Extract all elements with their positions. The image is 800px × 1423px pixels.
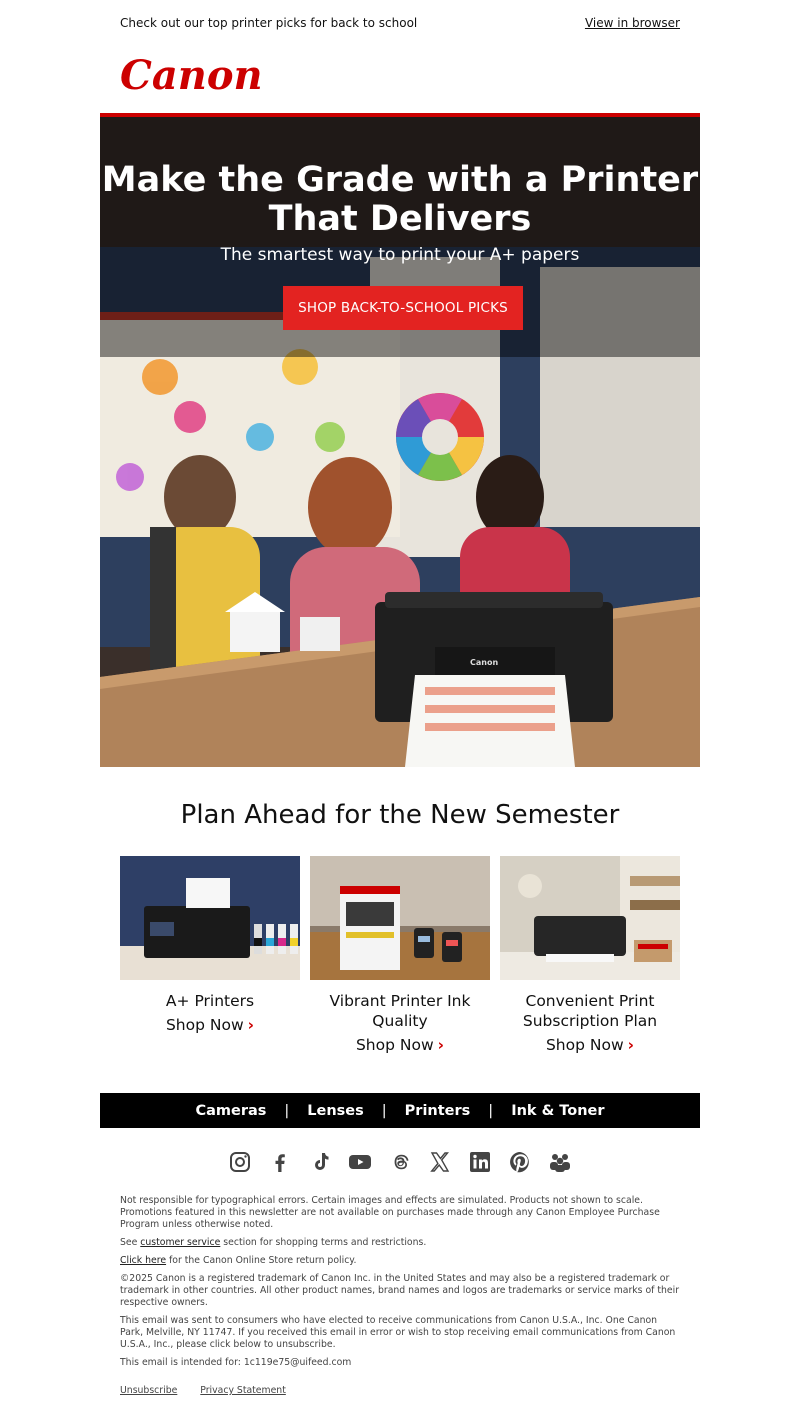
subscription-image[interactable] [500, 856, 680, 980]
privacy-statement-link[interactable]: Privacy Statement [200, 1385, 286, 1396]
shop-now-link[interactable] [500, 1036, 680, 1054]
instagram-icon[interactable] [228, 1150, 252, 1174]
x-icon[interactable] [428, 1150, 452, 1174]
shop-now-text[interactable]: Shop Now [355, 1036, 434, 1054]
nav-ink-toner[interactable]: Ink & Toner [511, 1102, 605, 1119]
unsubscribe-link[interactable]: Unsubscribe [120, 1385, 178, 1396]
chevron-right-icon: › [437, 1036, 445, 1054]
ink-image[interactable] [310, 856, 490, 980]
footer-links [120, 1385, 306, 1396]
community-icon[interactable] [548, 1150, 572, 1174]
preheader-text: Check out our top printer picks for back to school [120, 16, 418, 30]
facebook-icon[interactable] [268, 1150, 292, 1174]
view-in-browser-link[interactable]: View in browser [584, 16, 680, 30]
customer-service-text: See customer service section for shopping terms and restrictions. [120, 1237, 427, 1248]
nav-cameras[interactable]: Cameras [195, 1102, 267, 1119]
footer-nav [100, 1093, 700, 1128]
shop-now-text[interactable]: Shop Now [545, 1036, 624, 1054]
return-policy-text: Click here for the Canon Online Store return policy. [120, 1255, 357, 1266]
nav-separator: | [381, 1102, 387, 1119]
pinterest-icon[interactable] [508, 1150, 532, 1174]
hero-banner[interactable] [100, 117, 700, 767]
card-label[interactable]: Convenient Print Subscription Plan [522, 992, 658, 1030]
shop-back-to-school-button[interactable]: SHOP BACK-TO-SCHOOL PICKS [283, 286, 523, 330]
card-subscription[interactable] [500, 856, 680, 1054]
legal-disclaimer [120, 1195, 680, 1375]
hero-title: Make the Grade with a Printer That Delivers [101, 160, 699, 239]
hero-subtitle: The smartest way to print your A+ papers [220, 245, 580, 265]
card-label[interactable]: A+ Printers [165, 992, 255, 1010]
color-wheel [396, 393, 484, 481]
social-links [0, 1150, 800, 1174]
disclaimer-text: Not responsible for typographical errors. Certain images and effects are simulated. Products not shown to scale. Promotions featured in this newsletter are not available on purchases made through any Canon Employee Purchase Program unless otherwise noted. [120, 1195, 660, 1230]
card-printers[interactable] [120, 856, 300, 1034]
canon-logo-text: Canon [120, 52, 263, 96]
sent-to-text: This email was sent to consumers who have elected to receive communications from Canon U.S.A., Inc. One Canon Park, Melville, NY 11747. If you received this email in error or wish to stop receiving email communications from Canon U.S.A., Inc., please click below to unsubscribe. [120, 1315, 676, 1350]
chevron-right-icon: › [627, 1036, 635, 1054]
shop-now-link[interactable] [310, 1036, 490, 1054]
intended-for-text: This email is intended for: 1c119e75@uifeed.com [120, 1357, 352, 1368]
nav-printers[interactable]: Printers [404, 1102, 471, 1119]
card-label[interactable]: Vibrant Printer Ink Quality [329, 992, 471, 1030]
threads-icon[interactable] [388, 1150, 412, 1174]
printers-image[interactable] [120, 856, 300, 980]
printer-brand-text: Canon [470, 658, 499, 667]
youtube-icon[interactable] [348, 1150, 372, 1174]
click-here-link[interactable]: Click here [120, 1255, 167, 1266]
linkedin-icon[interactable] [468, 1150, 492, 1174]
tiktok-icon[interactable] [308, 1150, 332, 1174]
nav-separator: | [488, 1102, 494, 1119]
customer-service-link[interactable]: customer service [140, 1237, 221, 1248]
shop-now-link[interactable] [120, 1016, 300, 1034]
chevron-right-icon: › [247, 1016, 255, 1034]
canon-logo[interactable] [118, 52, 278, 96]
trademark-text: ©2025 Canon is a registered trademark of Canon Inc. in the United States and may also be a registered trademark or trademark in other countries. All other product names, brand names and logos are trademarks or service marks of their respective owners. [120, 1273, 680, 1308]
preheader [120, 14, 680, 34]
card-ink[interactable] [310, 856, 490, 1054]
nav-lenses[interactable]: Lenses [307, 1102, 364, 1119]
shop-now-text[interactable]: Shop Now [165, 1016, 244, 1034]
nav-separator: | [284, 1102, 290, 1119]
section-title: Plan Ahead for the New Semester [180, 800, 620, 830]
